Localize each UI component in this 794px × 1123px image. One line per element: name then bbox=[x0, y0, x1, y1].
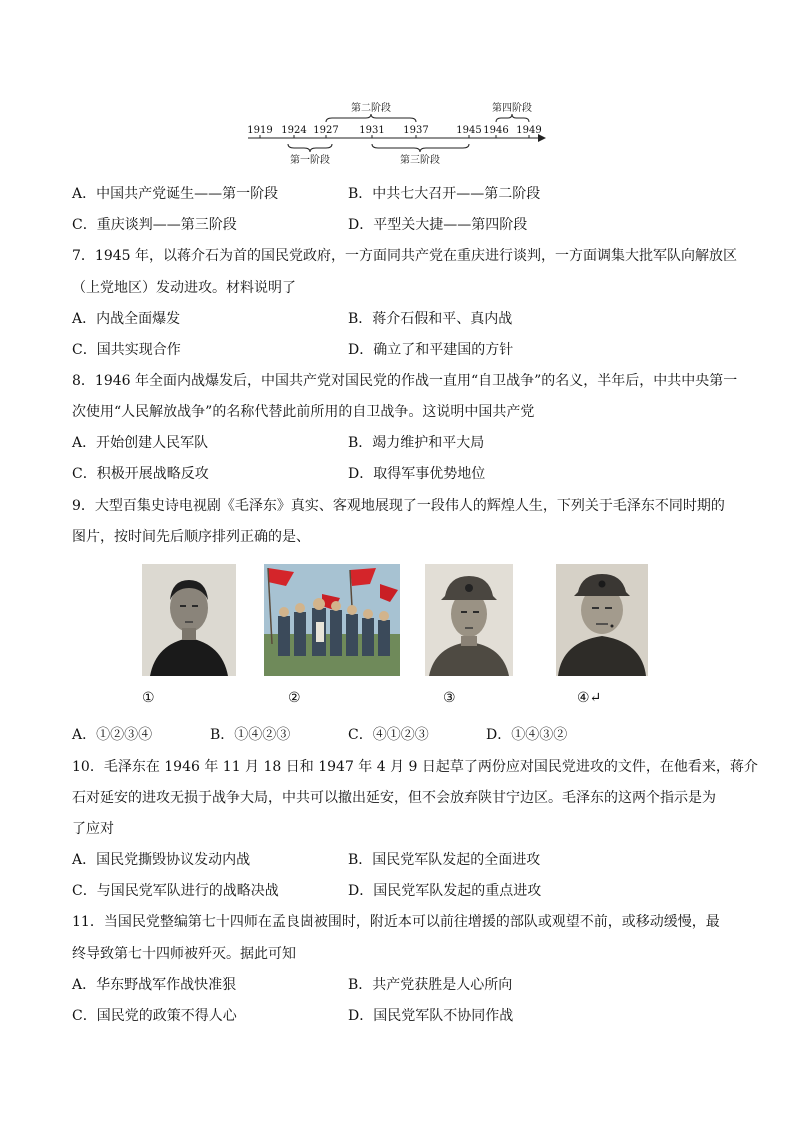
q7-stem-line-1: 7．1945 年，以蒋介石为首的国民党政府，一方面同共产党在重庆进行谈判，一方面调集大批军队向解放区 bbox=[72, 248, 737, 264]
q8-stem-line-1: 8．1946 年全面内战爆发后，中国共产党对国民党的作战一直用“自卫战争”的名义，半年后，中共中央第一 bbox=[72, 373, 738, 389]
q8-stem-line-2: 次使用“人民解放战争”的名称代替此前所用的自卫战争。这说明中国共产党 bbox=[72, 404, 535, 420]
year-label: 1937 bbox=[403, 125, 429, 136]
q8-option-c: C．积极开展战略反攻 bbox=[72, 466, 209, 482]
year-label: 1924 bbox=[281, 125, 307, 136]
stage-2-bracket bbox=[326, 114, 416, 122]
stage-4-bracket bbox=[496, 114, 529, 122]
stage-3-label: 第三阶段 bbox=[400, 155, 440, 166]
q10-option-b: B．国民党军队发起的全面进攻 bbox=[348, 852, 541, 868]
photo-2-caption: ② bbox=[288, 690, 301, 706]
q9-option-b: B．①④②③ bbox=[210, 727, 291, 743]
q10-stem-line-1: 10．毛泽东在 1946 年 11 月 18 日和 1947 年 4 月 9 日起草了两份应对国民党进攻的文件，在他看来，蒋介 bbox=[72, 759, 758, 775]
q9-option-a: A．①②③④ bbox=[72, 727, 153, 743]
year-label: 1919 bbox=[247, 125, 273, 136]
year-label: 1945 bbox=[456, 125, 482, 136]
photo-4-caption: ④↵ bbox=[577, 690, 602, 706]
q7-option-d: D．确立了和平建国的方针 bbox=[348, 342, 514, 358]
year-label: 1946 bbox=[483, 125, 509, 136]
stage-4-label: 第四阶段 bbox=[492, 103, 532, 114]
q11-option-a: A．华东野战军作战快准狠 bbox=[72, 977, 237, 993]
q10-option-a: A．国民党撕毁协议发动内战 bbox=[72, 852, 251, 868]
q11-stem-line-2: 终导致第七十四师被歼灭。据此可知 bbox=[72, 946, 296, 962]
q7-option-c: C．国共实现合作 bbox=[72, 342, 181, 358]
q9-stem-line-1: 9．大型百集史诗电视剧《毛泽东》真实、客观地展现了一段伟人的辉煌人生，下列关于毛泽东不同时期的 bbox=[72, 498, 725, 514]
photo-2-painting bbox=[264, 564, 400, 676]
photo-3-caption: ③ bbox=[443, 690, 456, 706]
stage-2-label: 第二阶段 bbox=[351, 103, 391, 114]
q9-option-c: C．④①②③ bbox=[348, 727, 429, 743]
stage-1-bracket bbox=[288, 144, 332, 152]
stage-1-label: 第一阶段 bbox=[290, 155, 330, 166]
photo-3-portrait bbox=[425, 564, 513, 676]
q6-option-c: C．重庆谈判——第三阶段 bbox=[72, 217, 237, 233]
timeline-figure bbox=[0, 95, 794, 265]
q8-option-b: B．竭力维护和平大局 bbox=[348, 435, 485, 451]
q8-option-d: D．取得军事优势地位 bbox=[348, 466, 486, 482]
stage-3-bracket bbox=[372, 144, 469, 152]
year-label: 1927 bbox=[313, 125, 339, 136]
q6-option-a: A．中国共产党诞生——第一阶段 bbox=[72, 186, 279, 202]
q6-option-b: B．中共七大召开——第二阶段 bbox=[348, 186, 541, 202]
year-label: 1949 bbox=[516, 125, 542, 136]
q8-option-a: A．开始创建人民军队 bbox=[72, 435, 209, 451]
q9-stem-line-2: 图片，按时间先后顺序排列正确的是、 bbox=[72, 529, 310, 545]
q10-stem-line-3: 了应对 bbox=[72, 821, 114, 837]
q11-option-b: B．共产党获胜是人心所向 bbox=[348, 977, 513, 993]
q6-option-d: D．平型关大捷——第四阶段 bbox=[348, 217, 528, 233]
photo-4-portrait bbox=[556, 564, 648, 676]
q11-stem-line-1: 11．当国民党整编第七十四师在孟良崮被围时，附近本可以前往增援的部队或观望不前，或移动缓慢，最 bbox=[72, 914, 720, 930]
year-label: 1931 bbox=[359, 125, 385, 136]
photo-1-caption: ① bbox=[142, 690, 155, 706]
q7-option-a: A．内战全面爆发 bbox=[72, 311, 181, 327]
q9-option-d: D．①④③② bbox=[486, 727, 568, 743]
photo-1-portrait bbox=[142, 564, 236, 676]
q10-stem-line-2: 石对延安的进攻无损于战争大局，中共可以撤出延安，但不会放弃陕甘宁边区。毛泽东的这两个指示是为 bbox=[72, 790, 716, 806]
q7-stem-line-2: （上党地区）发动进攻。材料说明了 bbox=[72, 280, 296, 296]
q10-option-d: D．国民党军队发起的重点进攻 bbox=[348, 883, 542, 899]
q10-option-c: C．与国民党军队进行的战略决战 bbox=[72, 883, 279, 899]
q7-option-b: B．蒋介石假和平、真内战 bbox=[348, 311, 513, 327]
q11-option-d: D．国民党军队不协同作战 bbox=[348, 1008, 514, 1024]
q11-option-c: C．国民党的政策不得人心 bbox=[72, 1008, 237, 1024]
